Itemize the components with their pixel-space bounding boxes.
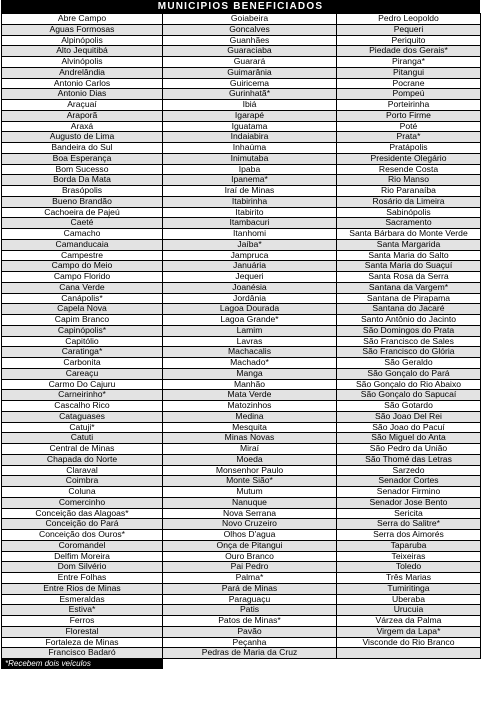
municipio-cell: Andrelândia [2, 67, 163, 78]
municipio-cell: Porto Firme [337, 110, 481, 121]
municipio-cell: São Gonçalo do Sapucaí [337, 390, 481, 401]
municipio-cell: Sarzedo [337, 465, 481, 476]
municipio-cell: São Gonçalo do Rio Abaixo [337, 379, 481, 390]
municipio-cell: Cascalho Rico [2, 401, 163, 412]
municipio-cell: Monte Sião* [163, 476, 337, 487]
municipio-cell: Chapada do Norte [2, 454, 163, 465]
table-row [2, 175, 481, 186]
municipio-cell: Rosário da Limeira [337, 196, 481, 207]
municipio-cell: Dom Silvério [2, 562, 163, 573]
table-row [2, 379, 481, 390]
municipio-cell: São Geraldo [337, 358, 481, 369]
municipio-cell: Campestre [2, 250, 163, 261]
municipio-cell [337, 648, 481, 659]
municipio-cell: Prata* [337, 132, 481, 143]
table-row [2, 143, 481, 154]
municipio-cell: Pequeri [337, 24, 481, 35]
municipio-cell: Bandeira do Sul [2, 143, 163, 154]
municipio-cell: Jaíba* [163, 239, 337, 250]
municipio-cell: Coromandel [2, 540, 163, 551]
municipio-cell: Catuti [2, 433, 163, 444]
municipio-cell: Araxá [2, 121, 163, 132]
municipio-cell: Piranga* [337, 57, 481, 68]
table-row [2, 78, 481, 89]
municipio-cell: Peçanha [163, 637, 337, 648]
municipio-cell: Campo do Meio [2, 261, 163, 272]
municipio-cell: Sacramento [337, 218, 481, 229]
municipio-cell: Pompeú [337, 89, 481, 100]
table-row [2, 605, 481, 616]
municipio-cell: Sabinópolis [337, 207, 481, 218]
table-row [2, 325, 481, 336]
table-row [2, 57, 481, 68]
municipio-cell: São Joao do Pacuí [337, 422, 481, 433]
municipio-cell: Jequeri [163, 272, 337, 283]
municipio-cell: Miraí [163, 444, 337, 455]
municipio-cell: Carbonita [2, 358, 163, 369]
municipio-cell: Iguatama [163, 121, 337, 132]
municipio-cell: Lagoa Grande* [163, 315, 337, 326]
table-row [2, 401, 481, 412]
municipio-cell: Medina [163, 411, 337, 422]
municipio-cell: Cana Verde [2, 282, 163, 293]
municipio-cell: Guanhães [163, 35, 337, 46]
municipio-cell: São Pedro da União [337, 444, 481, 455]
municipio-cell: Araçuaí [2, 100, 163, 111]
municipio-cell: Indaiabira [163, 132, 337, 143]
municipio-cell: Lagoa Dourada [163, 304, 337, 315]
municipio-cell: Itabirito [163, 207, 337, 218]
table-row [2, 89, 481, 100]
municipio-cell: Catuji* [2, 422, 163, 433]
municipio-cell: Capela Nova [2, 304, 163, 315]
municipio-cell: Antonio Carlos [2, 78, 163, 89]
municipio-cell: Entre Rios de Minas [2, 583, 163, 594]
municipio-cell: Estiva* [2, 605, 163, 616]
table-row [2, 594, 481, 605]
table-row [2, 304, 481, 315]
table-row [2, 476, 481, 487]
municipio-cell: Cachoeira de Pajeú [2, 207, 163, 218]
municipio-cell: Nanuque [163, 497, 337, 508]
table-row [2, 465, 481, 476]
municipios-sheet [1, 0, 480, 669]
municipio-cell: Careaçu [2, 368, 163, 379]
municipio-cell: Rio Paranaíba [337, 186, 481, 197]
municipio-cell: Claraval [2, 465, 163, 476]
municipio-cell: Camanducaia [2, 239, 163, 250]
municipio-cell: Paraguaçu [163, 594, 337, 605]
municipio-cell: Santa Maria do Suaçuí [337, 261, 481, 272]
table-row [2, 422, 481, 433]
municipio-cell: Nova Serrana [163, 508, 337, 519]
municipio-cell: Manga [163, 368, 337, 379]
municipio-cell: Francisco Badaró [2, 648, 163, 659]
table-row [2, 390, 481, 401]
table-row [2, 218, 481, 229]
municipio-cell: Lamim [163, 325, 337, 336]
municipio-cell: Inimutaba [163, 153, 337, 164]
municipio-cell: Conceição do Pará [2, 519, 163, 530]
municipio-cell: Tumiritinga [337, 583, 481, 594]
table-row [2, 14, 481, 25]
table-row [2, 497, 481, 508]
table-row [2, 272, 481, 283]
municipio-cell: Brasópolis [2, 186, 163, 197]
table-row [2, 315, 481, 326]
table-row [2, 626, 481, 637]
table-row [2, 207, 481, 218]
municipio-cell: Santa Rosa da Serra [337, 272, 481, 283]
municipio-cell: Januária [163, 261, 337, 272]
municipio-cell: Várzea da Palma [337, 616, 481, 627]
municipio-cell: Entre Folhas [2, 573, 163, 584]
municipio-cell: São Gonçalo do Pará [337, 368, 481, 379]
municipio-cell: Guaraciaba [163, 46, 337, 57]
table-row [2, 358, 481, 369]
municipio-cell: Bueno Brandão [2, 196, 163, 207]
municipio-cell: Lavras [163, 336, 337, 347]
municipio-cell: Jordânia [163, 293, 337, 304]
table-row [2, 24, 481, 35]
municipio-cell: Ipanema* [163, 175, 337, 186]
municipio-cell: Capitólio [2, 336, 163, 347]
table-row [2, 164, 481, 175]
municipio-cell: Pratápolis [337, 143, 481, 154]
table-row [2, 186, 481, 197]
municipio-cell: Pai Pedro [163, 562, 337, 573]
municipio-cell: Pedro Leopoldo [337, 14, 481, 25]
table-body [2, 14, 481, 659]
municipio-cell: Jampruca [163, 250, 337, 261]
municipio-cell: Porteirinha [337, 100, 481, 111]
municipio-cell: Capinópolis* [2, 325, 163, 336]
municipio-cell: Três Marias [337, 573, 481, 584]
municipio-cell: Teixeiras [337, 551, 481, 562]
table-row [2, 35, 481, 46]
municipio-cell: Senador Cortes [337, 476, 481, 487]
municipio-cell: Monsenhor Paulo [163, 465, 337, 476]
municipio-cell: Machacalis [163, 347, 337, 358]
municipio-cell: Mesquita [163, 422, 337, 433]
municipios-table [1, 13, 481, 659]
table-row [2, 444, 481, 455]
municipio-cell: Santana da Vargem* [337, 282, 481, 293]
table-row [2, 551, 481, 562]
municipio-cell: Caratinga* [2, 347, 163, 358]
municipio-cell: São Joao Del Rei [337, 411, 481, 422]
municipio-cell: Boa Esperança [2, 153, 163, 164]
municipio-cell: Santana de Pirapama [337, 293, 481, 304]
municipio-cell: Camacho [2, 229, 163, 240]
municipio-cell: Santo Antônio do Jacinto [337, 315, 481, 326]
table-row [2, 433, 481, 444]
municipio-cell: Pitangui [337, 67, 481, 78]
municipio-cell: Senador Firmino [337, 487, 481, 498]
municipio-cell: Periquito [337, 35, 481, 46]
municipio-cell: Piedade dos Gerais* [337, 46, 481, 57]
municipio-cell: São Gotardo [337, 401, 481, 412]
municipio-cell: Goiabeira [163, 14, 337, 25]
table-row [2, 250, 481, 261]
municipio-cell: Visconde do Rio Branco [337, 637, 481, 648]
table-row [2, 282, 481, 293]
municipio-cell: Conceição das Alagoas* [2, 508, 163, 519]
municipio-cell: Augusto de Lima [2, 132, 163, 143]
municipio-cell: Florestal [2, 626, 163, 637]
municipio-cell: Delfim Moreira [2, 551, 163, 562]
municipio-cell: Goncalves [163, 24, 337, 35]
municipio-cell: Serra dos Aimorés [337, 530, 481, 541]
municipio-cell: Ouro Branco [163, 551, 337, 562]
table-row [2, 573, 481, 584]
table-row [2, 562, 481, 573]
table-title: MUNICIPIOS BENEFICIADOS [1, 0, 480, 13]
municipio-cell: Araporã [2, 110, 163, 121]
table-row [2, 153, 481, 164]
municipio-cell: Taparuba [337, 540, 481, 551]
municipio-cell: Cataguases [2, 411, 163, 422]
municipio-cell: Patos de Minas* [163, 616, 337, 627]
municipio-cell: Senador Jose Bento [337, 497, 481, 508]
municipio-cell: Abre Campo [2, 14, 163, 25]
municipio-cell: Guimarânia [163, 67, 337, 78]
table-row [2, 100, 481, 111]
municipio-cell: Borda Da Mata [2, 175, 163, 186]
municipio-cell: Itambacuri [163, 218, 337, 229]
municipio-cell: Sericita [337, 508, 481, 519]
municipio-cell: Urucuia [337, 605, 481, 616]
municipio-cell: Itanhomi [163, 229, 337, 240]
municipio-cell: Fortaleza de Minas [2, 637, 163, 648]
municipio-cell: Central de Minas [2, 444, 163, 455]
municipio-cell: Carmo Do Cajuru [2, 379, 163, 390]
municipio-cell: Inhaúma [163, 143, 337, 154]
municipio-cell: Alto Jequitibá [2, 46, 163, 57]
table-row [2, 637, 481, 648]
municipio-cell: São Francisco do Glória [337, 347, 481, 358]
table-row [2, 229, 481, 240]
municipio-cell: Igarapé [163, 110, 337, 121]
table-row [2, 616, 481, 627]
municipio-cell: São Thomé das Letras [337, 454, 481, 465]
table-row [2, 110, 481, 121]
municipio-cell: Novo Cruzeiro [163, 519, 337, 530]
municipio-cell: Serra do Salitre* [337, 519, 481, 530]
table-row [2, 336, 481, 347]
table-row [2, 368, 481, 379]
municipio-cell: Pavão [163, 626, 337, 637]
municipio-cell: Pedras de Maria da Cruz [163, 648, 337, 659]
municipio-cell: Canápolis* [2, 293, 163, 304]
municipio-cell: Santa Margarida [337, 239, 481, 250]
municipio-cell: Poté [337, 121, 481, 132]
table-row [2, 239, 481, 250]
table-row [2, 67, 481, 78]
municipio-cell: Bom Sucesso [2, 164, 163, 175]
table-row [2, 487, 481, 498]
table-row [2, 347, 481, 358]
municipio-cell: Santana do Jacaré [337, 304, 481, 315]
footnote: *Recebem dois veículos [1, 659, 163, 669]
table-row [2, 132, 481, 143]
table-row [2, 583, 481, 594]
municipio-cell: Guiricema [163, 78, 337, 89]
table-row [2, 540, 481, 551]
municipio-cell: Moeda [163, 454, 337, 465]
municipio-cell: Santa Maria do Salto [337, 250, 481, 261]
municipio-cell: Toledo [337, 562, 481, 573]
municipio-cell: Rio Manso [337, 175, 481, 186]
municipio-cell: Mutum [163, 487, 337, 498]
table-row [2, 293, 481, 304]
municipio-cell: Virgem da Lapa* [337, 626, 481, 637]
municipio-cell: Conceição dos Ouros* [2, 530, 163, 541]
municipio-cell: Caeté [2, 218, 163, 229]
table-row [2, 121, 481, 132]
municipio-cell: Joanésia [163, 282, 337, 293]
municipio-cell: Guarará [163, 57, 337, 68]
municipio-cell: São Francisco de Sales [337, 336, 481, 347]
table-row [2, 454, 481, 465]
municipio-cell: Ipaba [163, 164, 337, 175]
municipio-cell: Coluna [2, 487, 163, 498]
table-row [2, 648, 481, 659]
municipio-cell: Ferros [2, 616, 163, 627]
municipio-cell: Santa Bárbara do Monte Verde [337, 229, 481, 240]
municipio-cell: Presidente Olegário [337, 153, 481, 164]
municipio-cell: Gurinhatã* [163, 89, 337, 100]
table-row [2, 519, 481, 530]
municipio-cell: Pará de Minas [163, 583, 337, 594]
municipio-cell: São Miguel do Anta [337, 433, 481, 444]
table-row [2, 530, 481, 541]
table-row [2, 508, 481, 519]
municipio-cell: Campo Florido [2, 272, 163, 283]
municipio-cell: Onça de Pitangui [163, 540, 337, 551]
table-row [2, 261, 481, 272]
municipio-cell: Aguas Formosas [2, 24, 163, 35]
table-row [2, 196, 481, 207]
municipio-cell: Comercinho [2, 497, 163, 508]
table-row [2, 411, 481, 422]
municipio-cell: Itabirinha [163, 196, 337, 207]
municipio-cell: Alpinópolis [2, 35, 163, 46]
municipio-cell: Antonio Dias [2, 89, 163, 100]
municipio-cell: Coimbra [2, 476, 163, 487]
municipio-cell: Uberaba [337, 594, 481, 605]
municipio-cell: Manhão [163, 379, 337, 390]
municipio-cell: São Domingos do Prata [337, 325, 481, 336]
municipio-cell: Patis [163, 605, 337, 616]
municipio-cell: Resende Costa [337, 164, 481, 175]
municipio-cell: Pocrane [337, 78, 481, 89]
municipio-cell: Olhos D'agua [163, 530, 337, 541]
municipio-cell: Capim Branco [2, 315, 163, 326]
municipio-cell: Esmeraldas [2, 594, 163, 605]
municipio-cell: Iraí de Minas [163, 186, 337, 197]
municipio-cell: Machado* [163, 358, 337, 369]
municipio-cell: Ibiá [163, 100, 337, 111]
municipio-cell: Minas Novas [163, 433, 337, 444]
municipio-cell: Alvinópolis [2, 57, 163, 68]
table-row [2, 46, 481, 57]
municipio-cell: Mata Verde [163, 390, 337, 401]
municipio-cell: Palma* [163, 573, 337, 584]
municipio-cell: Carneirinho* [2, 390, 163, 401]
municipio-cell: Matozinhos [163, 401, 337, 412]
